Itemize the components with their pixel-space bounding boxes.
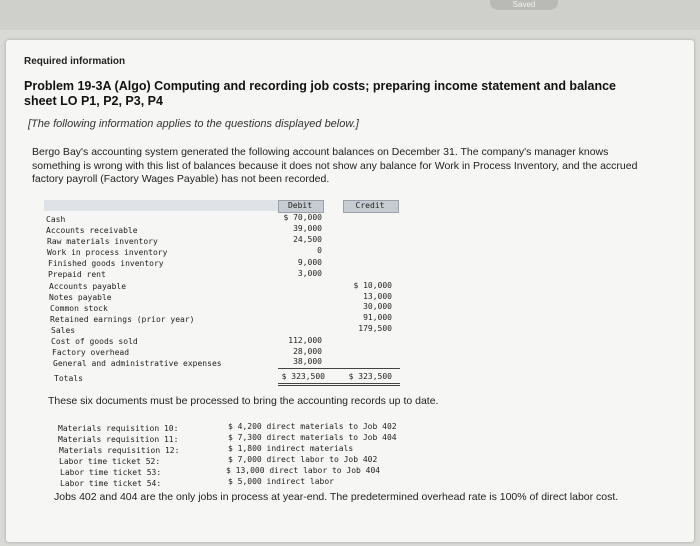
account-name: Accounts payable [49,282,127,291]
document-detail: $ 1,800 indirect materials [228,444,354,453]
account-name: Accounts receivable [46,226,138,235]
account-name: Factory overhead [52,348,130,357]
totals-double-rule [278,383,400,384]
credit-value: 91,000 [363,313,392,322]
account-name: Retained earnings (prior year) [50,315,195,324]
account-name: Cost of goods sold [51,337,138,346]
account-name: Cash [46,215,66,224]
totals-label: Totals [54,374,83,383]
debit-value: 0 [317,246,322,255]
account-name: Work in process inventory [47,248,168,257]
document-detail: $ 13,000 direct labor to Job 404 [226,466,381,475]
debit-value: 3,000 [297,269,322,278]
debit-value: 9,000 [297,258,322,267]
totals-double-rule [278,385,400,386]
document-name: Materials requisition 11: [58,435,179,444]
credit-header: Credit [355,201,385,210]
debit-value: 38,000 [293,357,322,366]
account-name: Sales [51,326,76,335]
table-header-band [44,200,278,211]
document-name: Labor time ticket 54: [60,479,162,488]
document-name: Materials requisition 12: [59,446,180,455]
account-name: Prepaid rent [48,270,106,279]
document-name: Labor time ticket 52: [59,457,161,466]
document-name: Labor time ticket 53: [60,468,162,477]
credit-value: 13,000 [363,292,392,301]
required-information-heading: Required information [24,56,126,67]
six-documents-text: These six documents must be processed to bring the accounting records up to date. [48,395,439,407]
document-detail: $ 5,000 indirect labor [228,477,334,486]
saved-indicator: Saved [490,0,558,10]
footer-note: Jobs 402 and 404 are the only jobs in process at year-end. The predetermined overhead rate is 100% of direct labor cost. [54,491,619,503]
debit-value: $ 70,000 [283,213,322,222]
account-name: Common stock [50,304,108,313]
applies-note: [The following information applies to the questions displayed below.] [28,118,359,130]
debit-value: 28,000 [293,347,322,356]
debit-total: $ 323,500 [281,372,325,381]
credit-value: 179,500 [358,324,392,333]
credit-total: $ 323,500 [348,372,392,381]
document-detail: $ 4,200 direct materials to Job 402 [228,422,397,431]
totals-rule [278,368,400,369]
debit-value: 39,000 [293,224,322,233]
credit-value: $ 10,000 [353,281,392,290]
top-bar [0,0,700,30]
debit-value: 24,500 [293,235,322,244]
intro-paragraph: Bergo Bay's accounting system generated the following account balances on December 31. The company's manager knows something is wrong with this list of balances because it does not show any balance for Work in Process Inventory, and the accrued factory payroll (Factory Wages Payable) has not been recorded. [32,146,638,185]
problem-title: Problem 19-3A (Algo) Computing and recording job costs; preparing income statement and balance sheet LO P1, P2, P3, P4 [24,79,616,108]
account-name: General and administrative expenses [53,359,222,368]
credit-value: 30,000 [363,302,392,311]
account-name: Finished goods inventory [48,259,164,268]
debit-header: Debit [287,201,313,210]
account-name: Raw materials inventory [47,237,158,246]
debit-value: 112,000 [288,336,322,345]
document-detail: $ 7,300 direct materials to Job 404 [228,433,397,442]
account-name: Notes payable [49,293,112,302]
document-detail: $ 7,000 direct labor to Job 402 [228,455,378,464]
document-name: Materials requisition 10: [58,424,179,433]
